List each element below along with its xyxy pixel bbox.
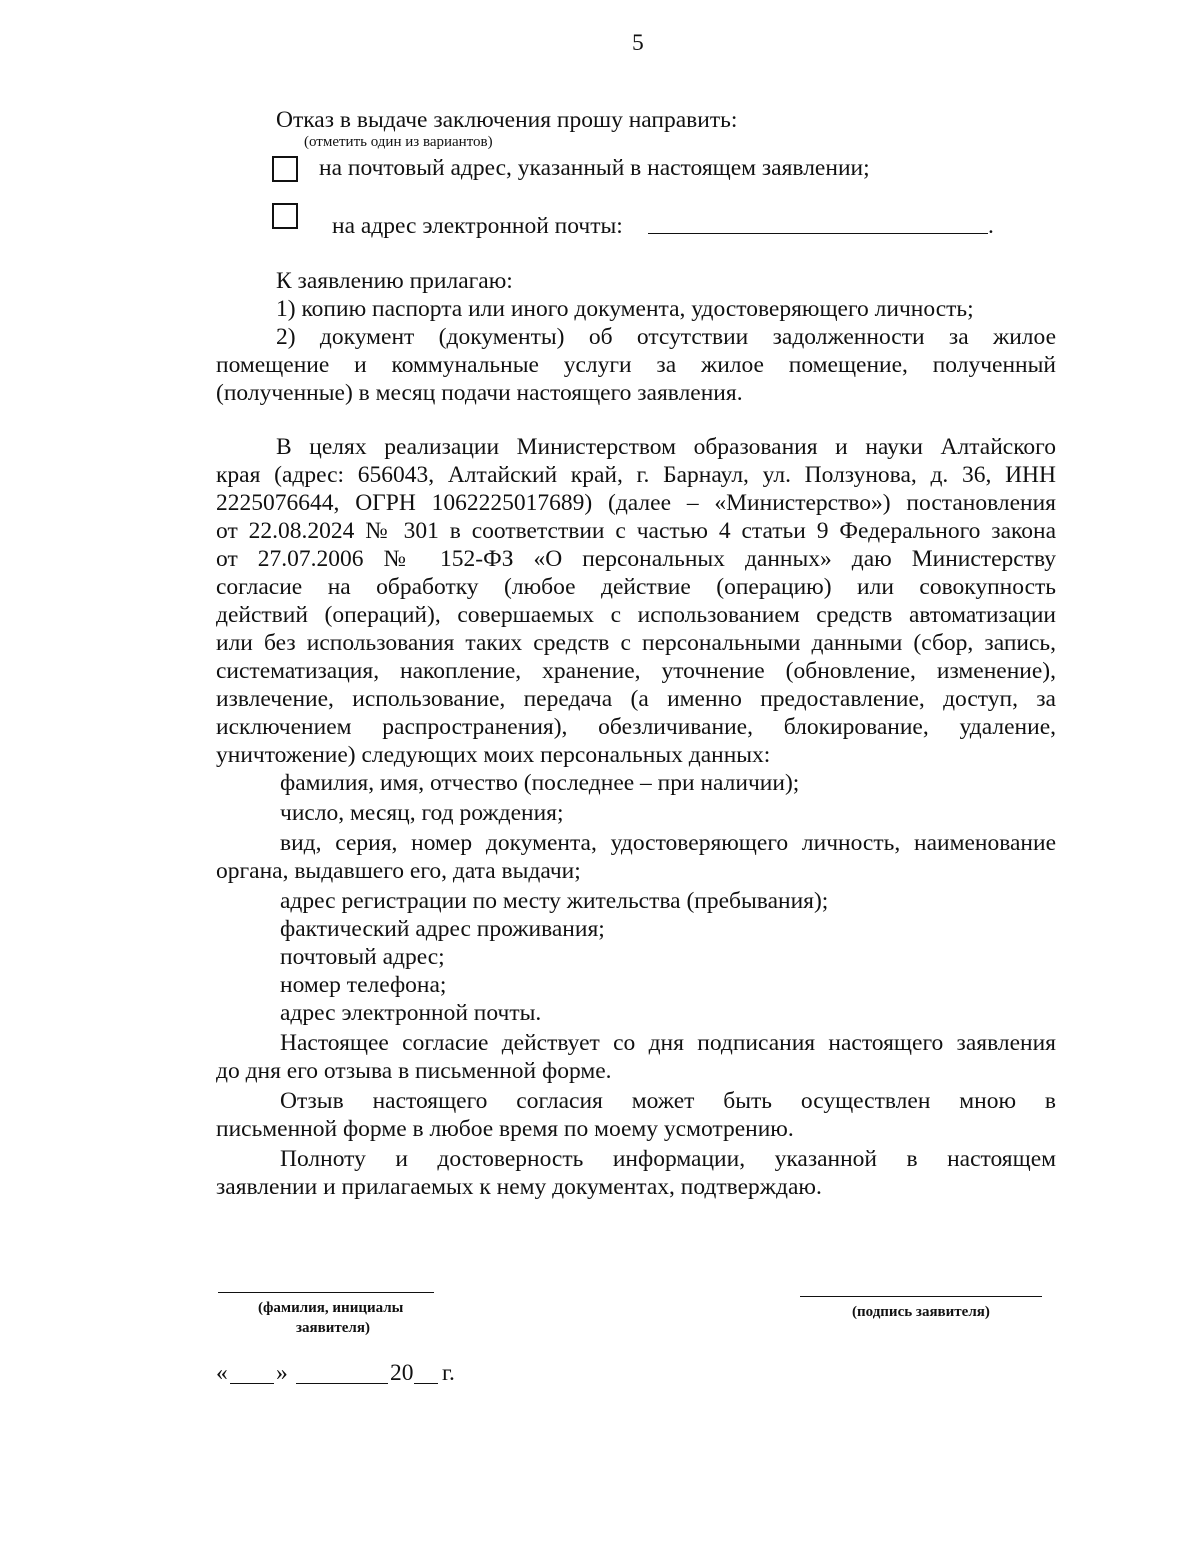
consent-line-6: согласие на обработку (любое действие (операцию) или совокупность <box>216 574 1056 600</box>
date-close-quote: » <box>276 1360 288 1386</box>
closing-p3-line-1: Полноту и достоверность информации, указанной в настоящем <box>280 1146 1056 1172</box>
signature-caption: (подпись заявителя) <box>852 1304 990 1320</box>
data-item-id-document-line-2: органа, выдавшего его, дата выдачи; <box>216 858 581 884</box>
date-year-prefix: 20 <box>390 1360 414 1386</box>
closing-p2-line-2: письменной форме в любое время по моему усмотрению. <box>216 1116 794 1142</box>
refusal-hint: (отметить один из вариантов) <box>304 134 493 150</box>
attachments-heading: К заявлению прилагаю: <box>276 268 513 294</box>
name-caption-line-2: заявителя) <box>296 1320 370 1336</box>
consent-line-3: 2225076644, ОГРН 1062225017689) (далее – «Министерство») постановления <box>216 490 1056 516</box>
attachment-item-2-line-2: помещение и коммунальные услуги за жилое помещение, полученный <box>216 352 1056 378</box>
attachment-item-2-line-1: 2) документ (документы) об отсутствии задолженности за жилое <box>276 324 1056 350</box>
consent-line-7: действий (операций), совершаемых с использованием средств автоматизации <box>216 602 1056 628</box>
signature-line[interactable] <box>800 1296 1042 1297</box>
data-item-id-document-line-1: вид, серия, номер документа, удостоверяющего личность, наименование <box>280 830 1056 856</box>
data-item-registration-address: адрес регистрации по месту жительства (пребывания); <box>280 888 829 914</box>
consent-line-4: от 22.08.2024 № 301 в соответствии с частью 4 статьи 9 Федерального закона <box>216 518 1056 544</box>
consent-line-1: В целях реализации Министерством образования и науки Алтайского <box>276 434 1056 460</box>
consent-line-12: уничтожение) следующих моих персональных данных: <box>216 742 771 768</box>
data-item-actual-address: фактический адрес проживания; <box>280 916 605 942</box>
date-day-field[interactable] <box>230 1383 274 1384</box>
page-number: 5 <box>632 30 644 56</box>
closing-p1-line-2: до дня его отзыва в письменной форме. <box>216 1058 612 1084</box>
postal-option-label: на почтовый адрес, указанный в настоящем заявлении; <box>319 155 870 181</box>
closing-p2-line-1: Отзыв настоящего согласия может быть осуществлен мною в <box>280 1088 1056 1114</box>
refusal-heading: Отказ в выдаче заключения прошу направить: <box>276 107 738 133</box>
attachment-item-1: 1) копию паспорта или иного документа, удостоверяющего личность; <box>276 296 974 322</box>
email-option-checkbox[interactable] <box>272 203 298 229</box>
closing-p3-line-2: заявлении и прилагаемых к нему документах, подтверждаю. <box>216 1174 822 1200</box>
name-signature-line[interactable] <box>218 1292 434 1293</box>
consent-line-8: или без использования таких средств с персональными данными (сбор, запись, <box>216 630 1056 656</box>
postal-option-checkbox[interactable] <box>272 156 298 182</box>
date-year-field[interactable] <box>414 1383 438 1384</box>
data-item-full-name: фамилия, имя, отчество (последнее – при наличии); <box>280 770 800 796</box>
name-caption-line-1: (фамилия, инициалы <box>258 1300 404 1316</box>
email-input-line[interactable] <box>648 233 988 234</box>
consent-line-9: систематизация, накопление, хранение, уточнение (обновление, изменение), <box>216 658 1056 684</box>
email-option-label: на адрес электронной почты: <box>332 213 623 239</box>
closing-p1-line-1: Настоящее согласие действует со дня подписания настоящего заявления <box>280 1030 1056 1056</box>
date-open-quote: « <box>216 1360 228 1386</box>
consent-line-11: исключением распространения), обезличивание, блокирование, удаление, <box>216 714 1056 740</box>
date-year-suffix: г. <box>442 1360 455 1386</box>
data-item-postal-address: почтовый адрес; <box>280 944 445 970</box>
data-item-email: адрес электронной почты. <box>280 1000 542 1026</box>
consent-line-10: извлечение, использование, передача (а именно предоставление, доступ, за <box>216 686 1056 712</box>
data-item-birth-date: число, месяц, год рождения; <box>280 800 564 826</box>
consent-line-2: края (адрес: 656043, Алтайский край, г. Барнаул, ул. Ползунова, д. 36, ИНН <box>216 462 1056 488</box>
date-month-field[interactable] <box>296 1383 388 1384</box>
attachment-item-2-line-3: (полученные) в месяц подачи настоящего заявления. <box>216 380 743 406</box>
consent-line-5: от 27.07.2006 № 152-ФЗ «О персональных данных» даю Министерству <box>216 546 1056 572</box>
data-item-phone: номер телефона; <box>280 972 447 998</box>
email-line-end: . <box>988 213 994 239</box>
